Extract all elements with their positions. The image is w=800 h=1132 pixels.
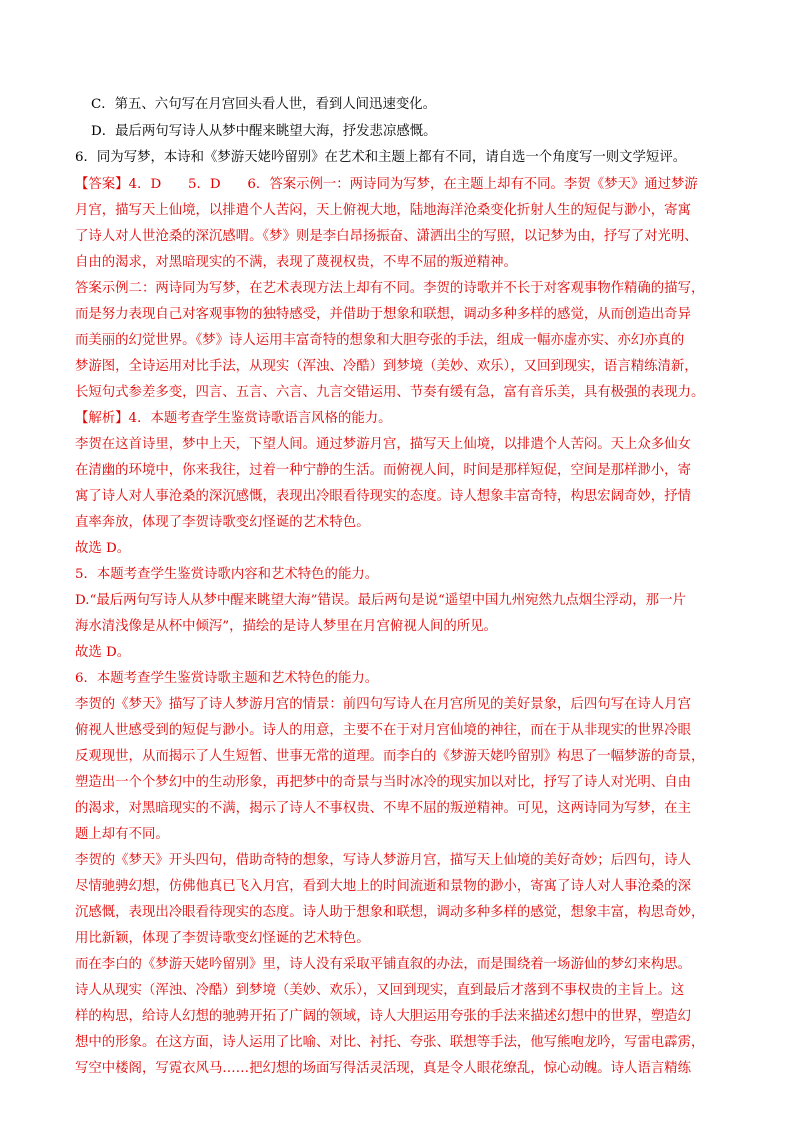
option-d: D．最后两句写诗人从梦中醒来眺望大海，抒发悲凉感慨。 xyxy=(91,124,437,139)
answer-line: 李贺在这首诗里，梦中上天，下望人间。通过梦游月宫，描写天上仙境，以排遣个人苦闷。天上众多仙女 xyxy=(75,437,691,452)
answer-line: 想中的形象。在这方面，诗人运用了比喻、对比、衬托、夸张、联想等手法，他写熊咆龙吟，写雷电霹雳， xyxy=(75,1035,705,1050)
answer-line: 6．本题考查学生鉴赏诗歌主题和艺术特色的能力。 xyxy=(75,671,379,686)
answer-line: 的渴求，对黑暗现实的不满，揭示了诗人不事权贵、不卑不屈的叛逆精神。可见，这两诗同为写梦，在主 xyxy=(75,801,691,816)
answer-line: 故选 D。 xyxy=(75,541,131,556)
answer-line: 答案示例二：两诗同为写梦，在艺术表现方法上却有不同。李贺的诗歌并不长于对客观事物作精确的描写， xyxy=(75,281,705,296)
analysis-heading: 【解析】4．本题考查学生鉴赏诗歌语言风格的能力。 xyxy=(75,411,392,426)
answer-line: 诗人从现实（浑浊、冷酷）到梦境（美妙、欢乐），又回到现实，直到最后才落到不事权贵的主旨上。这 xyxy=(75,983,685,998)
answer-line: 写空中楼阁，写霓衣风马……把幻想的场面写得活灵活现，真是令人眼花缭乱，惊心动魄。诗人语言精练 xyxy=(75,1061,691,1076)
option-c: C．第五、六句写在月宫回头看人世，看到人间迅速变化。 xyxy=(91,97,437,112)
answer-line: 而美丽的幻觉世界。《梦》诗人运用丰富奇特的想象和大胆夸张的手法，组成一幅亦虚亦实、亦幻亦真的 xyxy=(75,333,685,348)
question-6: 6．同为写梦，本诗和《梦游天姥吟留别》在艺术和主题上都有不同，请自选一个角度写一则文学短评。 xyxy=(75,150,687,165)
answer-line: 故选 D。 xyxy=(75,645,131,660)
answer-line: 直率奔放，体现了李贺诗歌变幻怪诞的艺术特色。 xyxy=(75,515,370,530)
answer-line: 用比新颖，体现了李贺诗歌变幻怪诞的艺术特色。 xyxy=(75,931,370,946)
answer-line: 李贺的《梦天》描写了诗人梦游月宫的情景：前四句写诗人在月宫所见的美好景象，后四句写在诗人月宫 xyxy=(75,697,691,712)
answer-line: 而是努力表现自己对客观事物的独特感受，并借助于想象和联想，调动多种多样的感觉，从而创造出奇异 xyxy=(75,307,691,322)
answer-line: 俯视人世感受到的短促与渺小。诗人的用意，主要不在于对月宫仙境的神往，而在于从非现实的世界冷眼 xyxy=(75,723,691,738)
answer-line: 题上却有不同。 xyxy=(75,827,169,842)
answer-line: 【答案】4．D 5．D 6．答案示例一：两诗同为写梦，在主题上却有不同。李贺《梦天》通过梦游 xyxy=(75,177,698,192)
answer-line: 了诗人对人世沧桑的深沉感喟。《梦》则是李白昂扬振奋、潇洒出尘的写照，以记梦为由，抒写了对光明、 xyxy=(75,229,698,244)
answer-line: D.“最后两句写诗人从梦中醒来眺望大海”错误。最后两句是说“遥望中国九州宛然九点烟尘浮动，那一片 xyxy=(75,593,686,608)
answer-line: 自由的渴求，对黑暗现实的不满，表现了蔑视权贵，不卑不屈的叛逆精神。 xyxy=(75,255,517,270)
answer-line: 在清幽的环境中，你来我往，过着一种宁静的生活。而俯视人间，时间是那样短促，空间是那样渺小，寄 xyxy=(75,463,691,478)
answer-line: 尽情驰骋幻想，仿佛他真已飞入月宫，看到大地上的时间流逝和景物的渺小，寄寓了诗人对人事沧桑的深 xyxy=(75,879,691,894)
answer-line: 5．本题考查学生鉴赏诗歌内容和艺术特色的能力。 xyxy=(75,567,379,582)
answer-line: 长短句式参差多变，四言、五言、六言、九言交错运用、节奏有缓有急，富有音乐美，具有极强的表现力。 xyxy=(75,385,705,400)
answer-line: 沉感慨，表现出冷眼看待现实的态度。诗人助于想象和联想，调动多种多样的感觉，想象丰富，构思奇妙， xyxy=(75,905,705,920)
answer-line: 而在李白的《梦游天姥吟留别》里，诗人没有采取平铺直叙的办法，而是围绕着一场游仙的梦幻来构思。 xyxy=(75,957,691,972)
answer-line: 样的构思，给诗人幻想的驰骋开拓了广阔的领域，诗人大胆运用夸张的手法来描述幻想中的世界，塑造幻 xyxy=(75,1009,691,1024)
answer-line: 梦游图，全诗运用对比手法，从现实（浑浊、冷酷）到梦境（美妙、欢乐），又回到现实，语言精练清新， xyxy=(75,359,698,374)
answer-line: 李贺的《梦天》开头四句，借助奇特的想象，写诗人梦游月宫，描写天上仙境的美好奇妙；后四句，诗人 xyxy=(75,853,691,868)
answer-line: 月宫，描写天上仙境，以排遣个人苦闷，天上俯视大地，陆地海洋沧桑变化折射人生的短促与渺小，寄寓 xyxy=(75,203,691,218)
answer-line: 寓了诗人对人事沧桑的深沉感慨，表现出冷眼看待现实的态度。诗人想象丰富奇特，构思宏阔奇妙，抒情 xyxy=(75,489,691,504)
answer-line: 反观现世，从而揭示了人生短暂、世事无常的道理。而李白的《梦游天姥吟留别》构思了一幅梦游的奇景， xyxy=(75,749,705,764)
answer-line: 塑造出一个个梦幻中的生动形象，再把梦中的奇景与当时冰冷的现实加以对比，抒写了诗人对光明、自由 xyxy=(75,775,691,790)
answer-line: 海水清浅像是从杯中倾泻”，描绘的是诗人梦里在月宫俯视人间的所见。 xyxy=(75,619,497,634)
